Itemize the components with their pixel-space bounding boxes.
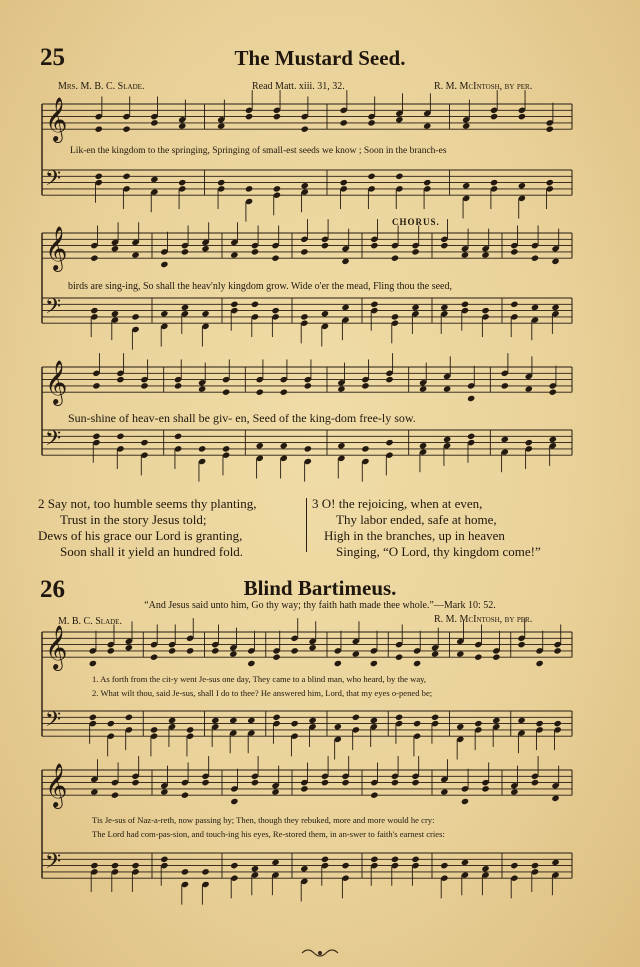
note-head	[531, 862, 539, 869]
note-head	[361, 382, 369, 389]
note-head	[370, 242, 378, 249]
note-head	[395, 116, 403, 123]
note-head	[150, 176, 158, 183]
lyric-line: birds are sing-ing, So shall the heav'nly kingdom grow. Wide o'er the mead, Fling thou the seed,	[68, 281, 452, 292]
note-head	[549, 436, 557, 443]
note-head	[391, 313, 399, 320]
note-head	[440, 862, 448, 869]
note-head	[518, 182, 526, 189]
note-head	[90, 307, 98, 314]
note-head	[181, 868, 189, 875]
composer-credit: R. M. McIntosh, by per.	[434, 614, 533, 625]
verse-3	[312, 496, 541, 560]
note-head	[341, 862, 349, 869]
note-head	[367, 173, 375, 180]
note-head	[321, 310, 329, 317]
note-head	[198, 445, 206, 452]
note-head	[440, 788, 448, 795]
note-head	[340, 119, 348, 126]
note-head	[131, 251, 139, 258]
note-head	[535, 720, 543, 727]
note-head	[551, 795, 559, 802]
note-head	[481, 307, 489, 314]
note-head	[462, 122, 470, 129]
note-head	[461, 859, 469, 866]
note-head	[272, 654, 280, 661]
note-head	[304, 445, 312, 452]
note-head	[553, 720, 561, 727]
note-head	[461, 798, 469, 805]
ornament-icon	[300, 947, 340, 959]
note-head	[531, 304, 539, 311]
note-head	[443, 436, 451, 443]
note-head	[217, 179, 225, 186]
note-head	[230, 251, 238, 258]
verse-line: Thy labor ended, safe at home,	[336, 512, 497, 527]
author-credit: M. B. C. Slade.	[58, 616, 122, 627]
note-head	[474, 654, 482, 661]
note-head	[211, 647, 219, 654]
note-head	[301, 126, 309, 133]
note-head	[341, 779, 349, 786]
note-head	[211, 717, 219, 724]
note-head	[251, 779, 259, 786]
verse-line: 2 Say not, too humble seems thy planting,	[38, 496, 257, 511]
note-head	[501, 436, 509, 443]
note-head	[391, 779, 399, 786]
note-head	[531, 779, 539, 786]
note-head	[300, 785, 308, 792]
note-head	[201, 245, 209, 252]
note-head	[90, 862, 98, 869]
note-head	[300, 313, 308, 320]
lyric-line: 1. As forth from the cit-y went Je-sus one day, They came to a blind man, who heard, by the way,	[92, 674, 427, 684]
note-head	[462, 182, 470, 189]
author-credit: Mrs. M. B. C. Slade.	[58, 81, 145, 92]
note-head	[271, 788, 279, 795]
note-head	[525, 385, 533, 392]
note-head	[273, 185, 281, 192]
note-head	[160, 856, 168, 863]
note-head	[107, 720, 115, 727]
note-head	[341, 304, 349, 311]
note-head	[131, 862, 139, 869]
note-head	[178, 122, 186, 129]
note-head	[370, 717, 378, 724]
verse-line: Singing, “O Lord, thy kingdom come!”	[336, 544, 541, 559]
composer-credit: R. M. McIntosh, by per.	[434, 81, 533, 92]
note-head	[247, 717, 255, 724]
note-head	[125, 644, 133, 651]
note-head	[467, 433, 475, 440]
treble-clef-icon: 𝄞	[45, 97, 68, 142]
note-head	[160, 788, 168, 795]
lyric-line: Sun-shine of heav-en shall be giv- en, Seed of the king-dom free-ly sow.	[68, 411, 416, 425]
note-head	[300, 248, 308, 255]
note-head	[111, 792, 119, 799]
note-head	[440, 242, 448, 249]
note-head	[525, 439, 533, 446]
note-head	[178, 179, 186, 186]
lyric-line: Tis Je-sus of Naz-a-reth, now passing by; Then, though they rebuked, more and more would he cry:	[92, 815, 435, 825]
note-head	[551, 304, 559, 311]
note-head	[222, 389, 230, 396]
note-head	[92, 382, 100, 389]
note-head	[551, 859, 559, 866]
lyric-line: 2. What wilt thou, said Je-sus, shall I do to thee? He answered him, Lord, that my eyes o-pened be;	[92, 688, 433, 698]
bass-clef-icon: 𝄢	[45, 165, 62, 195]
hymn-number: 26	[40, 576, 65, 603]
note-head	[160, 261, 168, 268]
note-head	[181, 248, 189, 255]
note-head	[411, 304, 419, 311]
note-head	[391, 856, 399, 863]
note-head	[492, 654, 500, 661]
note-head	[150, 726, 158, 733]
note-head	[395, 714, 403, 721]
note-head	[456, 723, 464, 730]
note-head	[290, 720, 298, 727]
note-head	[89, 714, 97, 721]
note-head	[510, 301, 518, 308]
note-head	[551, 258, 559, 265]
note-head	[186, 647, 194, 654]
note-head	[181, 792, 189, 799]
note-head	[273, 113, 281, 120]
note-head	[116, 376, 124, 383]
note-head	[340, 179, 348, 186]
note-head	[229, 717, 237, 724]
note-head	[501, 382, 509, 389]
note-head	[370, 856, 378, 863]
scripture-quote: “And Jesus said unto him, Go thy way; thy faith hath made thee whole.”—Mark 10: 52.	[144, 600, 496, 611]
note-head	[370, 301, 378, 308]
note-head	[553, 647, 561, 654]
bass-clef-icon: 𝄢	[45, 706, 62, 736]
note-head	[395, 173, 403, 180]
note-head	[174, 382, 182, 389]
note-head	[89, 660, 97, 667]
note-head	[337, 385, 345, 392]
note-head	[321, 856, 329, 863]
note-head	[111, 310, 119, 317]
note-head	[443, 385, 451, 392]
note-head	[256, 389, 264, 396]
note-head	[280, 389, 288, 396]
note-head	[245, 113, 253, 120]
note-head	[111, 245, 119, 252]
hymn-title: The Mustard Seed.	[234, 46, 406, 70]
note-head	[95, 126, 103, 133]
note-head	[229, 650, 237, 657]
note-head	[321, 242, 329, 249]
scripture-reference: Read Matt. xiii. 31, 32.	[252, 81, 345, 92]
note-head	[391, 255, 399, 262]
note-head	[510, 788, 518, 795]
note-head	[423, 179, 431, 186]
note-head	[546, 126, 554, 133]
note-head	[300, 865, 308, 872]
treble-clef-icon: 𝄞	[45, 360, 68, 405]
note-head	[168, 647, 176, 654]
note-head	[230, 862, 238, 869]
verse-2	[38, 496, 256, 560]
chorus-label: CHORUS.	[392, 217, 440, 227]
note-head	[337, 442, 345, 449]
note-head	[492, 717, 500, 724]
note-head	[352, 650, 360, 657]
note-head	[122, 126, 130, 133]
note-head	[535, 660, 543, 667]
note-head	[201, 779, 209, 786]
note-head	[217, 122, 225, 129]
note-head	[271, 255, 279, 262]
bass-clef-icon: 𝄢	[45, 425, 62, 455]
note-head	[474, 720, 482, 727]
note-head	[271, 859, 279, 866]
note-head	[90, 788, 98, 795]
note-head	[222, 445, 230, 452]
note-head	[490, 113, 498, 120]
note-head	[385, 376, 393, 383]
note-head	[301, 182, 309, 189]
note-head	[308, 644, 316, 651]
verse-line: 3 O! the rejoicing, when at even,	[312, 496, 483, 511]
note-head	[251, 301, 259, 308]
note-head	[395, 654, 403, 661]
note-head	[531, 255, 539, 262]
note-head	[367, 119, 375, 126]
note-head	[290, 647, 298, 654]
note-head	[518, 113, 526, 120]
verse-line: Dews of his grace our Lord is granting,	[38, 528, 243, 543]
note-head	[385, 439, 393, 446]
note-head	[321, 779, 329, 786]
note-head	[546, 179, 554, 186]
note-head	[423, 122, 431, 129]
note-head	[411, 779, 419, 786]
verse-line: High in the branches, up in heaven	[324, 528, 505, 543]
note-head	[150, 119, 158, 126]
note-head	[256, 442, 264, 449]
note-head	[251, 248, 259, 255]
bass-clef-icon: 𝄢	[45, 848, 62, 878]
verse-line: Trust in the story Jesus told;	[60, 512, 207, 527]
note-head	[201, 868, 209, 875]
note-head	[247, 660, 255, 667]
note-head	[308, 717, 316, 724]
note-head	[95, 173, 103, 180]
note-head	[413, 660, 421, 667]
treble-clef-icon: 𝄞	[45, 763, 68, 808]
lyric-line: The Lord had com-pas-sion, and touch-ing his eyes, Re-stored them, in an-swer to faith's earnest cries:	[92, 829, 445, 839]
note-head	[481, 785, 489, 792]
note-head	[186, 726, 194, 733]
note-head	[411, 856, 419, 863]
note-head	[168, 717, 176, 724]
note-head	[411, 248, 419, 255]
note-head	[370, 660, 378, 667]
lyric-line: Lik-en the kingdom to the springing, Springing of small-est seeds we know ; Soon in the branch-es	[70, 146, 447, 156]
note-head	[140, 439, 148, 446]
note-head	[160, 310, 168, 317]
note-head	[419, 442, 427, 449]
note-head	[251, 865, 259, 872]
note-head	[140, 382, 148, 389]
note-head	[431, 650, 439, 657]
note-head	[467, 395, 475, 402]
note-head	[490, 179, 498, 186]
verse-divider	[306, 498, 307, 552]
verse-line: Soon shall it yield an hundred fold.	[60, 544, 244, 559]
note-head	[517, 717, 525, 724]
note-head	[174, 433, 182, 440]
note-head	[116, 433, 124, 440]
note-head	[107, 647, 115, 654]
note-head	[510, 862, 518, 869]
note-head	[131, 313, 139, 320]
bass-clef-icon: 𝄢	[45, 293, 62, 323]
note-head	[280, 442, 288, 449]
note-head	[481, 251, 489, 258]
hymn-number: 25	[40, 44, 65, 71]
note-head	[370, 792, 378, 799]
note-head	[456, 650, 464, 657]
note-head	[334, 723, 342, 730]
note-head	[334, 660, 342, 667]
note-head	[549, 389, 557, 396]
note-head	[510, 248, 518, 255]
treble-clef-icon: 𝄞	[45, 625, 68, 670]
note-head	[461, 251, 469, 258]
note-head	[271, 307, 279, 314]
note-head	[245, 185, 253, 192]
note-head	[272, 714, 280, 721]
note-head	[431, 714, 439, 721]
note-head	[341, 258, 349, 265]
note-head	[304, 382, 312, 389]
note-head	[201, 310, 209, 317]
note-head	[125, 714, 133, 721]
note-head	[92, 433, 100, 440]
note-head	[440, 304, 448, 311]
note-head	[352, 714, 360, 721]
treble-clef-icon: 𝄞	[45, 226, 68, 271]
note-head	[361, 445, 369, 452]
note-head	[419, 385, 427, 392]
note-head	[230, 798, 238, 805]
note-head	[111, 862, 119, 869]
note-head	[181, 304, 189, 311]
note-head	[413, 720, 421, 727]
note-head	[122, 173, 130, 180]
note-head	[461, 301, 469, 308]
note-head	[150, 654, 158, 661]
note-head	[131, 779, 139, 786]
note-head	[517, 641, 525, 648]
note-head	[230, 301, 238, 308]
note-head	[481, 865, 489, 872]
hymn-title: Blind Bartimeus.	[243, 576, 397, 600]
note-head	[198, 385, 206, 392]
note-head	[90, 255, 98, 262]
